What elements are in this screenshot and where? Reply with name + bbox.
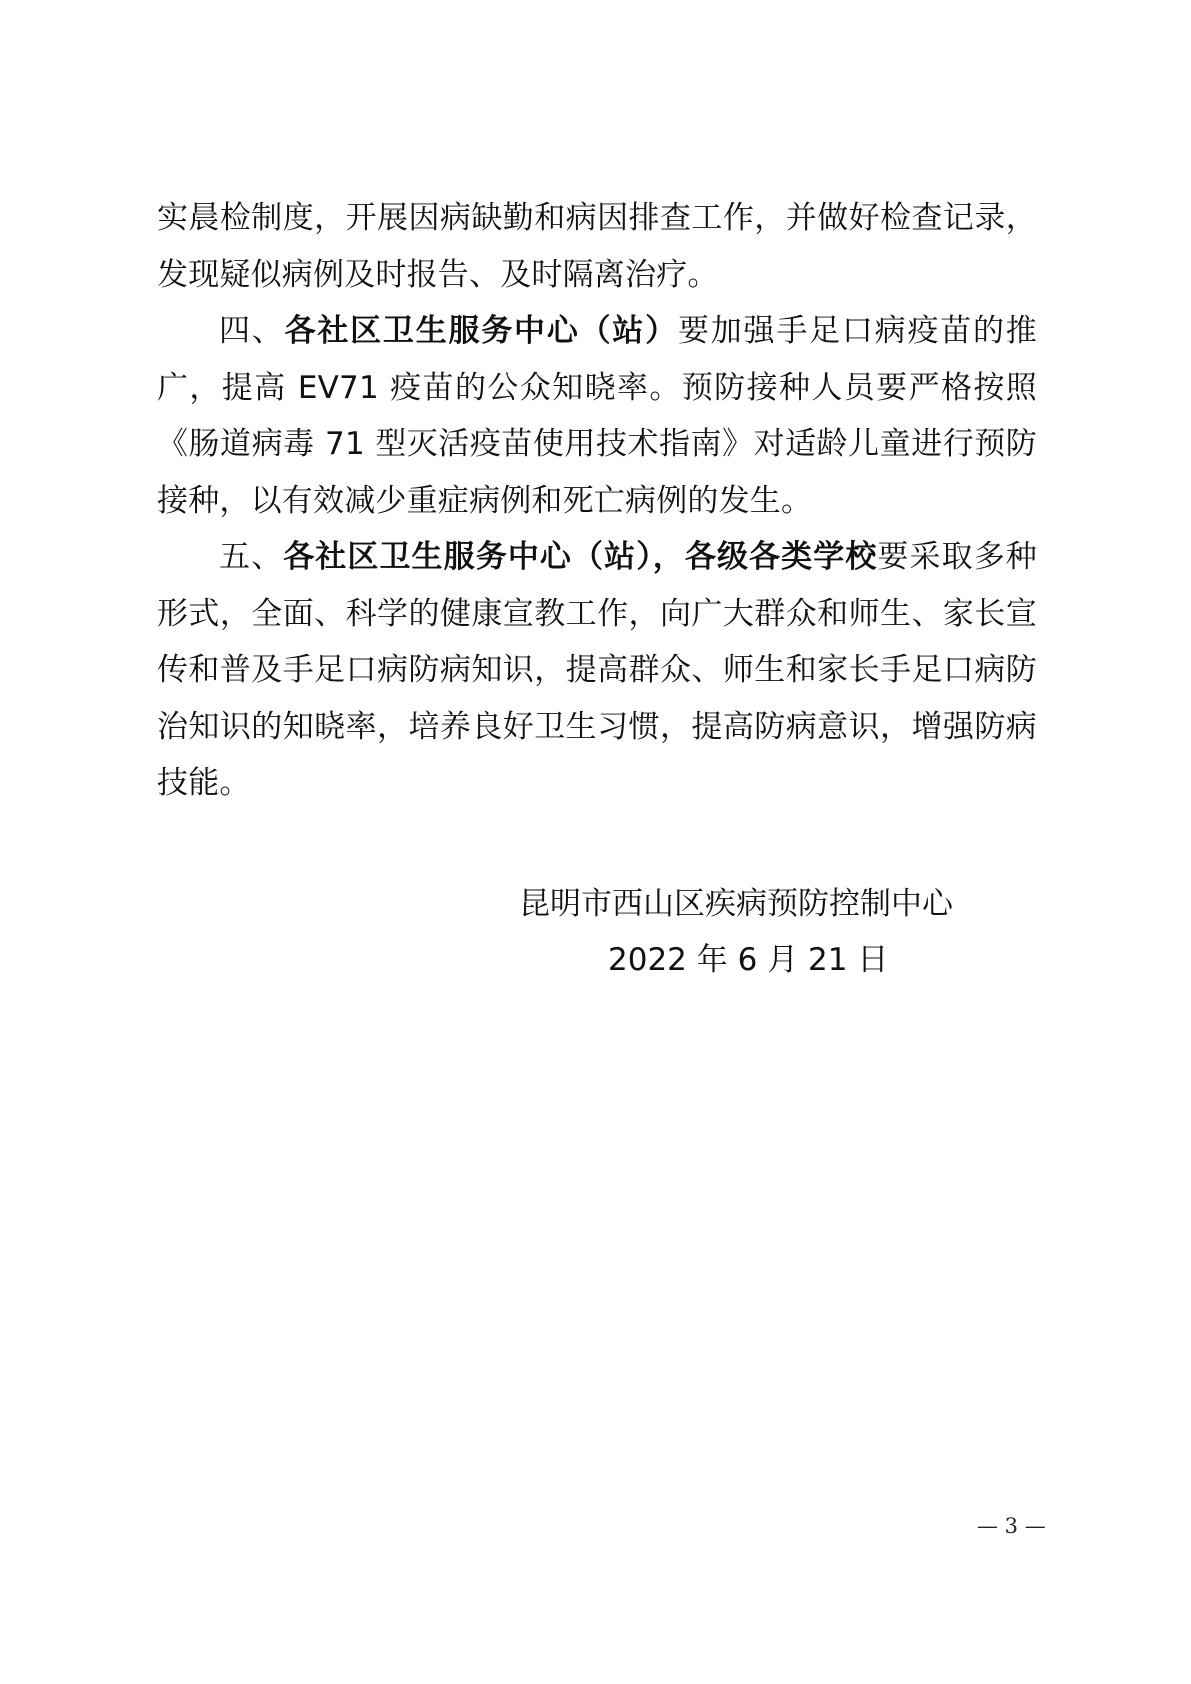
signature-organization: 昆明市西山区疾病预防控制中心 [519, 886, 953, 922]
item-four-bold-subject: 各社区卫生服务中心（站） [284, 313, 678, 349]
item-five-text: 要采取多种形式，全面、科学的健康宣教工作，向广大群众和师生、家长宣传和普及手足口病防病知识，提高群众、师生和家长手足口病防治知识的知晓率，培养良好卫生习惯，提高防病意识，增强防病技能。 [157, 539, 1037, 801]
continuation-paragraph: 实晨检制度，开展因病缺勤和病因排查工作，并做好检查记录，发现疑似病例及时报告、及时隔离治疗。 [157, 200, 1037, 293]
item-four-text: 要加强手足口病疫苗的推广，提高 EV71 疫苗的公众知晓率。预防接种人员要严格按照《肠道病毒 71 型灭活疫苗使用技术指南》对适龄儿童进行预防接种，以有效减少重症病例和死亡病例的发生。 [157, 313, 1038, 519]
signature-date: 2022 年 6 月 21 日 [608, 942, 889, 978]
item-five-prefix: 五、 [219, 539, 284, 575]
item-four-prefix: 四、 [219, 313, 285, 349]
item-five-bold-subject: 各社区卫生服务中心（站），各级各类学校 [283, 539, 878, 575]
page-number: — 3 — [977, 1514, 1046, 1538]
item-four-paragraph [157, 303, 1037, 529]
document-body [157, 190, 1037, 812]
item-five-paragraph [157, 529, 1037, 812]
